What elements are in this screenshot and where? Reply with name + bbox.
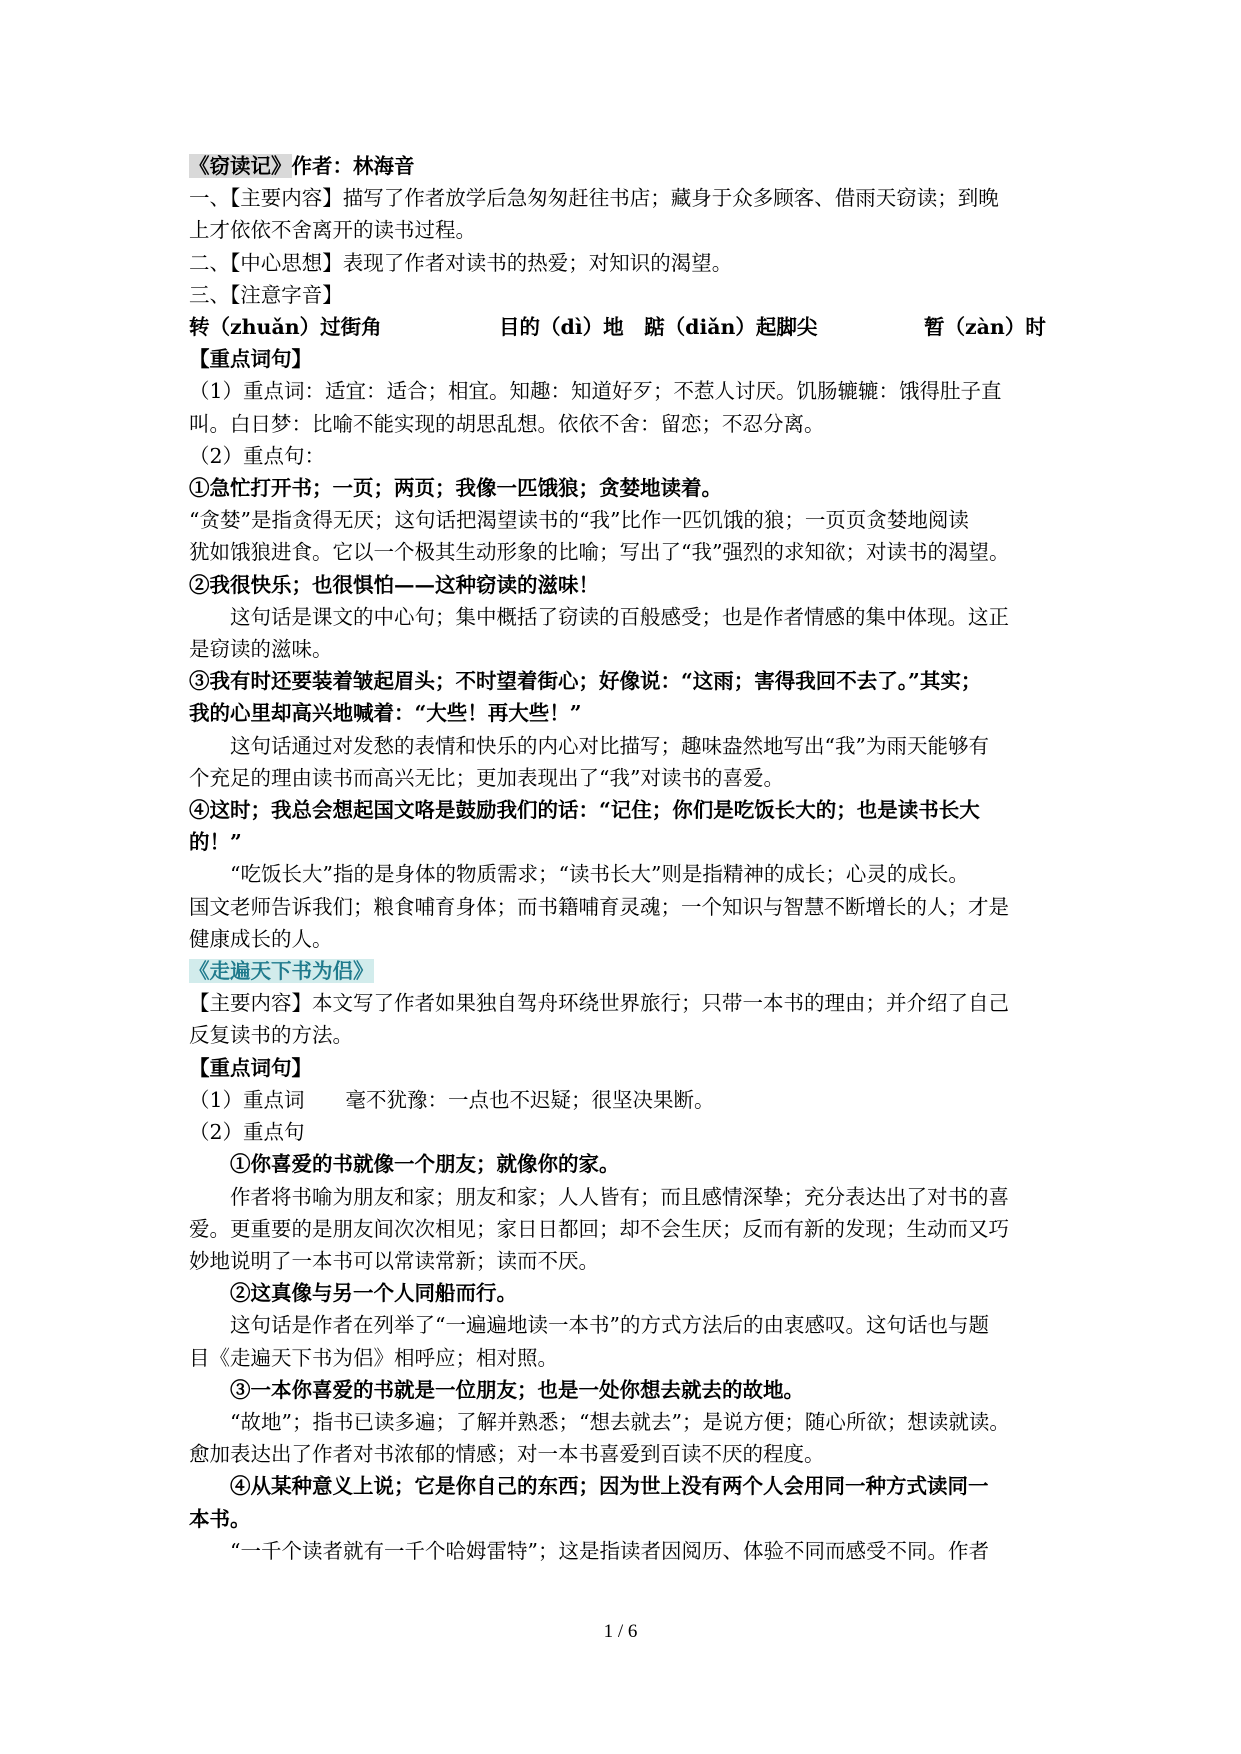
- key-sentence: 的！”: [189, 830, 242, 855]
- main-content-line: 一、【主要内容】描写了作者放学后急匆匆赶往书店；藏身于众多顾客、借雨天窃读；到晚: [189, 186, 999, 211]
- explanation-line: 国文老师告诉我们；粮食哺育身体；而书籍哺育灵魂；一个知识与智慧不断增长的人；才是: [189, 894, 1009, 919]
- keyword-line: 叫。白日梦：比喻不能实现的胡思乱想。依依不舍：留恋；不忍分离。: [189, 411, 825, 436]
- keyword-line: （1）重点词：适宜：适合；相宜。知趣：知道好歹；不惹人讨厌。饥肠辘辘：饿得肚子直: [189, 379, 1002, 404]
- explanation-line: 这句话是课文的中心句；集中概括了窃读的百般感受；也是作者情感的集中体现。这正: [230, 604, 1009, 629]
- main-content-line: 反复读书的方法。: [189, 1023, 353, 1048]
- page-number: 1 / 6: [603, 1621, 638, 1642]
- explanation-line: 健康成长的人。: [189, 926, 333, 951]
- explanation-line: “故地”；指书已读多遍；了解并熟悉；“想去就去”；是说方便；随心所欲；想读就读。: [230, 1409, 1010, 1434]
- title-line-2: [189, 955, 1059, 987]
- section-heading: 【重点词句】: [189, 1055, 312, 1080]
- pinyin-item: 目的（dì）地 踮（diǎn）起脚尖: [499, 315, 818, 340]
- key-sentence: 本书。: [189, 1506, 251, 1531]
- key-sentence: ②这真像与另一个人同船而行。: [230, 1281, 517, 1306]
- explanation-line: 妙地说明了一本书可以常读常新；读而不厌。: [189, 1248, 599, 1273]
- keyword-line: （1）重点词 毫不犹豫：一点也不迟疑；很坚决果断。: [189, 1087, 715, 1112]
- explanation-line: 这句话通过对发愁的表情和快乐的内心对比描写；趣味盎然地写出“我”为雨天能够有: [230, 733, 989, 758]
- key-sentence: ④这时；我总会想起国文咯是鼓励我们的话：“记住；你们是吃饭长大的；也是读书长大: [189, 798, 980, 823]
- title-2-highlight: 《走遍天下书为侣》: [189, 959, 374, 984]
- explanation-line: “吃饭长大”指的是身体的物质需求；“读书长大”则是指精神的成长；心灵的成长。: [230, 862, 969, 887]
- section-heading: 三、【注意字音】: [189, 282, 343, 307]
- pinyin-item: 转（zhuǎn）过街角: [189, 315, 382, 340]
- explanation-line: 爱。更重要的是朋友间次次相见；家日日都回；却不会生厌；反而有新的发现；生动而又巧: [189, 1216, 1009, 1241]
- section-heading: 【重点词句】: [189, 347, 312, 372]
- explanation-line: “一千个读者就有一千个哈姆雷特”；这是指读者因阅历、体验不同而感受不同。作者: [230, 1538, 989, 1563]
- title-highlight: 《窃读记》: [189, 154, 292, 178]
- explanation-line: 作者将书喻为朋友和家；朋友和家；人人皆有；而且感情深挚；充分表达出了对书的喜: [230, 1184, 1009, 1209]
- explanation-line: “贪婪”是指贪得无厌；这句话把渴望读书的“我”比作一匹饥饿的狼；一页页贪婪地阅读: [189, 508, 969, 533]
- key-sentence: ②我很快乐；也很惧怕——这种窃读的滋味！: [189, 572, 599, 597]
- key-sentence: ③一本你喜爱的书就是一位朋友；也是一处你想去就去的故地。: [230, 1377, 804, 1402]
- explanation-line: 犹如饿狼进食。它以一个极其生动形象的比喻；写出了“我”强烈的求知欲；对读书的渴望。: [189, 540, 1010, 565]
- explanation-line: 目《走遍天下书为侣》相呼应；相对照。: [189, 1345, 558, 1370]
- main-content-line: 【主要内容】本文写了作者如果独自驾舟环绕世界旅行；只带一本书的理由；并介绍了自己: [189, 991, 1009, 1016]
- pinyin-row: [189, 311, 1059, 343]
- explanation-line: 愈加表达出了作者对书浓郁的情感；对一本书喜爱到百读不厌的程度。: [189, 1442, 825, 1467]
- pinyin-item: 暂（zàn）时: [924, 315, 1046, 340]
- key-sentence: ③我有时还要装着皱起眉头；不时望着街心；好像说：“这雨；害得我回不去了。”其实；: [189, 669, 982, 694]
- main-content-line: 上才依依不舍离开的读书过程。: [189, 218, 476, 243]
- title-line: 《窃读记》作者：林海音: [189, 154, 415, 178]
- key-sentence: ①急忙打开书；一页；两页；我像一匹饿狼；贪婪地读着。: [189, 476, 722, 501]
- document-body: [189, 150, 1059, 1567]
- key-sentence: 我的心里却高兴地喊着：“大些！再大些！”: [189, 701, 582, 726]
- key-sentence: ④从某种意义上说；它是你自己的东西；因为世上没有两个人会用同一种方式读同一: [230, 1474, 989, 1499]
- explanation-line: 这句话是作者在列举了“一遍遍地读一本书”的方式方法后的由衷感叹。这句话也与题: [230, 1313, 989, 1338]
- key-sentence: ①你喜爱的书就像一个朋友；就像你的家。: [230, 1152, 620, 1177]
- explanation-line: 个充足的理由读书而高兴无比；更加表现出了“我”对读书的喜爱。: [189, 765, 784, 790]
- subheading: （2）重点句: [189, 1120, 305, 1145]
- central-idea-line: 二、【中心思想】表现了作者对读书的热爱；对知识的渴望。: [189, 250, 733, 275]
- subheading: （2）重点句：: [189, 443, 326, 468]
- explanation-line: 是窃读的滋味。: [189, 637, 333, 662]
